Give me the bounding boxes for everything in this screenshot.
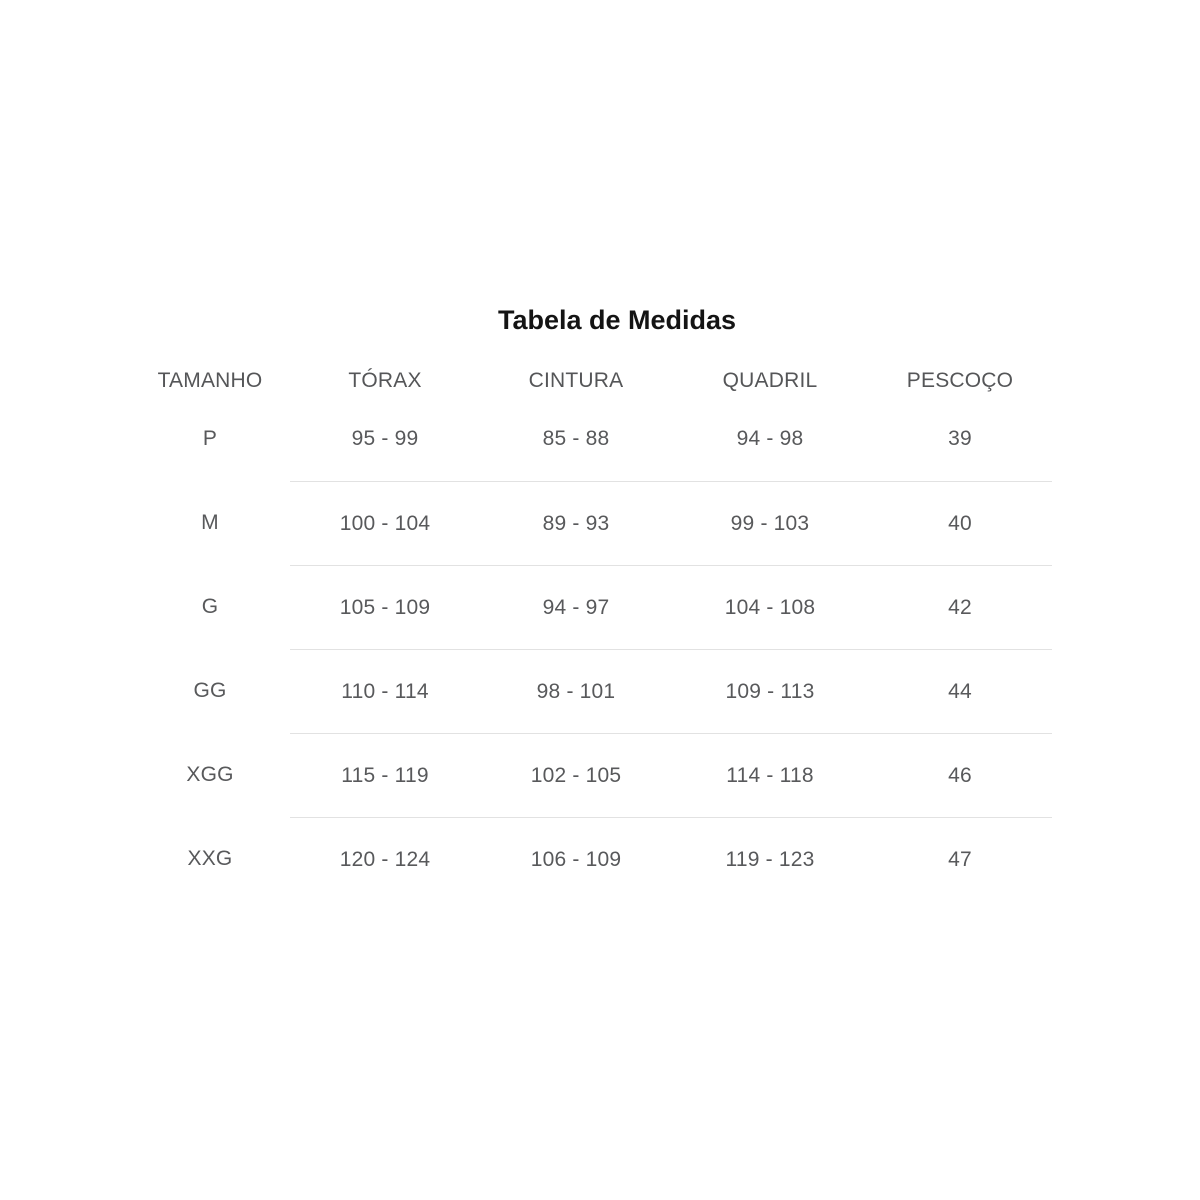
size-table — [130, 365, 1052, 901]
page-title: Tabela de Medidas — [497, 305, 737, 335]
measurement-cell: 120 - 124 — [290, 817, 480, 901]
size-label-cell: P — [202, 427, 218, 450]
measurement-cell: 114 - 118 — [672, 733, 868, 817]
measurement-cell: 106 - 109 — [480, 817, 672, 901]
column-header-tamanho: TAMANHO — [157, 369, 263, 392]
measurement-cell: 98 - 101 — [480, 649, 672, 733]
table-header-row — [130, 365, 1052, 397]
table-row-xgg — [130, 733, 1052, 817]
measurement-cell: 119 - 123 — [672, 817, 868, 901]
measurement-cell: 46 — [868, 733, 1052, 817]
table-row-xxg — [130, 817, 1052, 901]
table-row-m — [130, 481, 1052, 565]
measurement-cell: 110 - 114 — [290, 649, 480, 733]
table-row-p — [130, 397, 1052, 481]
size-label-cell: XGG — [186, 763, 234, 786]
measurement-cell: 100 - 104 — [290, 481, 480, 565]
size-label-cell: M — [201, 511, 219, 534]
measurement-cell: 44 — [868, 649, 1052, 733]
measurement-cell: 109 - 113 — [672, 649, 868, 733]
table-row-gg — [130, 649, 1052, 733]
column-header-torax: TÓRAX — [348, 369, 422, 392]
column-header-quadril: QUADRIL — [722, 369, 818, 392]
column-header-pescoco: PESCOÇO — [906, 369, 1014, 392]
measurement-cell: 99 - 103 — [672, 481, 868, 565]
measurement-cell: 115 - 119 — [290, 733, 480, 817]
measurement-cell: 94 - 98 — [736, 427, 804, 450]
measurement-cell: 40 — [868, 481, 1052, 565]
measurement-cell: 89 - 93 — [480, 481, 672, 565]
measurement-cell: 47 — [868, 817, 1052, 901]
measurement-cell: 85 - 88 — [542, 427, 610, 450]
measurement-cell: 42 — [868, 565, 1052, 649]
measurement-cell: 104 - 108 — [672, 565, 868, 649]
size-label-cell: XXG — [187, 847, 233, 870]
column-header-cintura: CINTURA — [528, 369, 624, 392]
measurement-cell: 105 - 109 — [290, 565, 480, 649]
measurement-cell: 94 - 97 — [480, 565, 672, 649]
size-label-cell: G — [201, 595, 219, 618]
measurement-cell: 39 — [948, 427, 972, 450]
table-row-g — [130, 565, 1052, 649]
measurement-cell: 95 - 99 — [351, 427, 419, 450]
size-label-cell: GG — [193, 679, 227, 702]
measurement-cell: 102 - 105 — [480, 733, 672, 817]
